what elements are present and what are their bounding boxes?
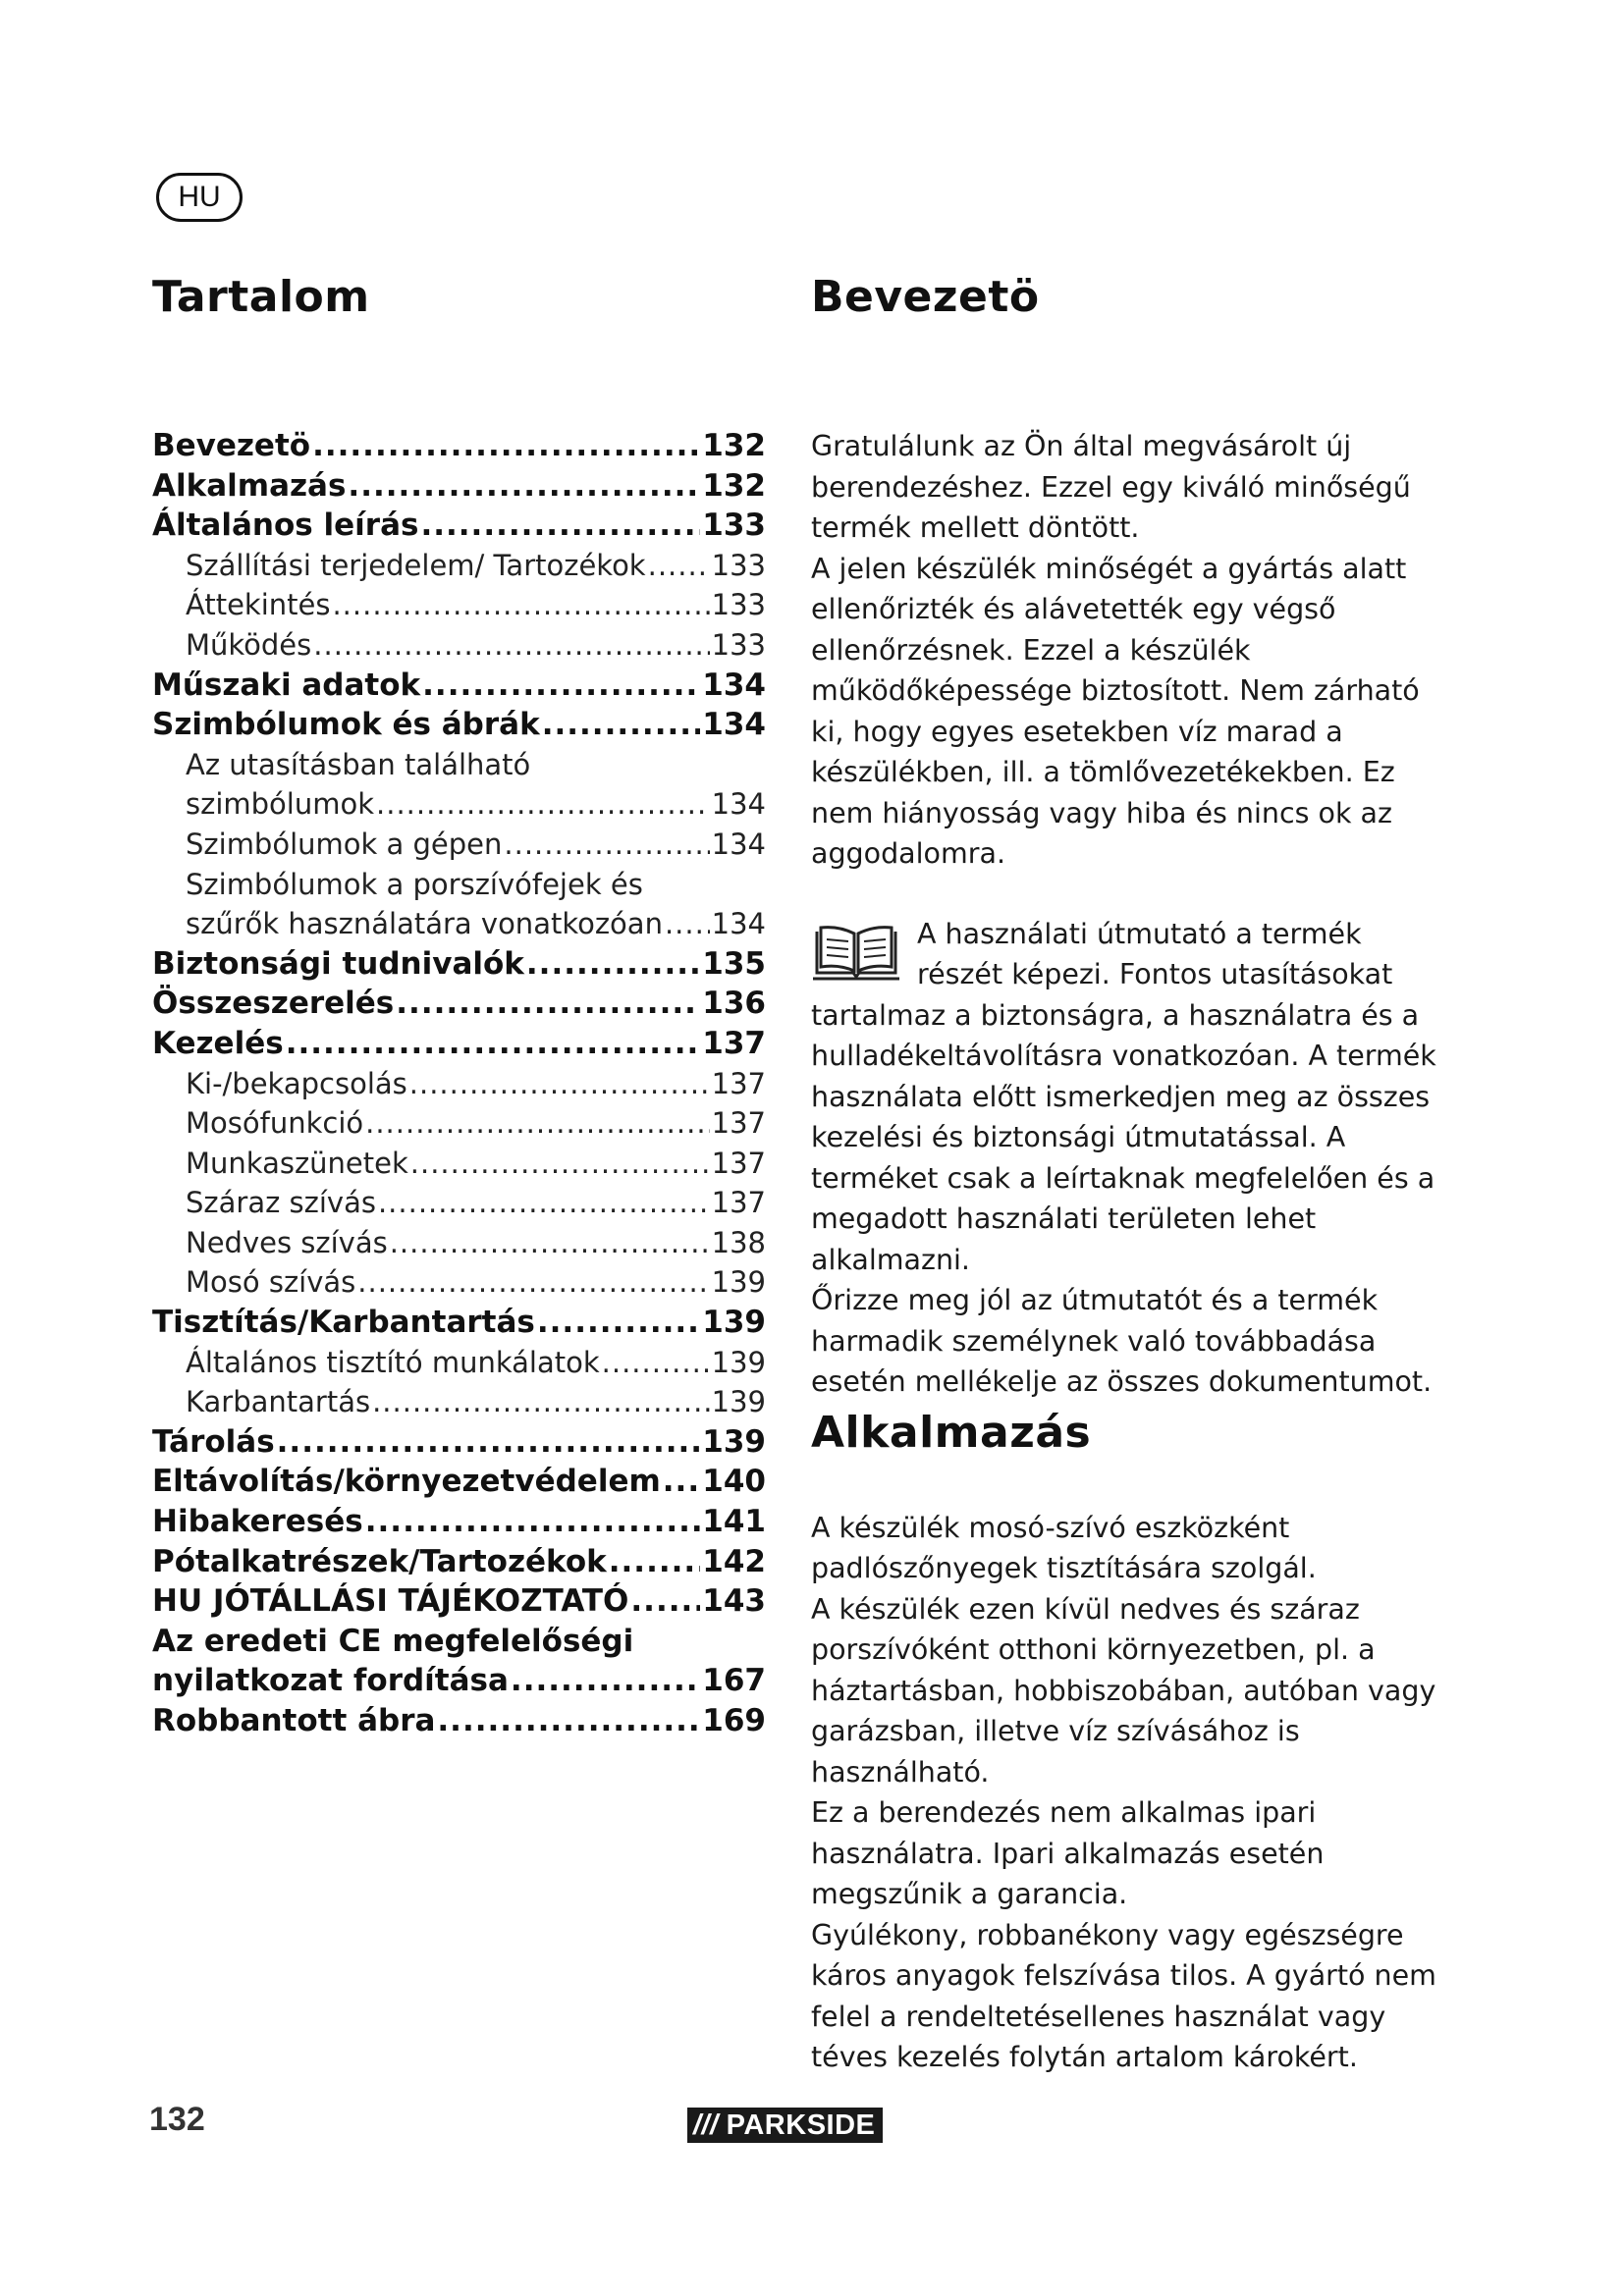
toc-entry-label: Hibakeresés (152, 1504, 363, 1540)
brand-logo (687, 2108, 883, 2143)
toc-page-number: 137 (711, 1146, 766, 1180)
toc-entry-label: Nedves szívás (186, 1225, 388, 1259)
toc-entry-label: Általános leírás (152, 507, 419, 544)
toc-leader-dots (357, 1262, 709, 1303)
toc-leader-dots (609, 1542, 701, 1582)
toc-entry-label: Alkalmazás (152, 467, 347, 504)
application-paragraph: Gyúlékony, robbanékony vagy egészségre káros anyagok felszívása tilos. A gyártó nem felel a rendeltetésellenes használat vagy téves kezelés folytán artalom károkért. (811, 1918, 1436, 2073)
toc-entry-label: Robbantott ábra (152, 1703, 436, 1738)
toc-entry[interactable] (152, 745, 766, 785)
toc-entry[interactable] (152, 1103, 766, 1144)
toc-leader-dots (511, 1661, 700, 1701)
toc-entry[interactable] (152, 1262, 766, 1303)
toc-entry-label: Eltávolítás/környezetvédelem (152, 1464, 661, 1500)
toc-page-number: 135 (702, 945, 766, 982)
toc-entry-label: Műszaki adatok (152, 667, 421, 703)
toc-page-number: 169 (702, 1703, 766, 1738)
toc-entry[interactable] (152, 585, 766, 625)
toc-entry[interactable] (152, 705, 766, 745)
toc-entry[interactable] (152, 1701, 766, 1741)
toc-entry-label: Szimbólumok és ábrák (152, 707, 540, 743)
toc-page-number: 137 (702, 1025, 766, 1061)
toc-entry[interactable] (152, 1502, 766, 1542)
toc-leader-dots (348, 466, 700, 507)
toc-entry-label: Mosófunkció (186, 1106, 364, 1141)
toc-page-number: 139 (711, 1385, 766, 1419)
toc-page-number: 139 (711, 1265, 766, 1300)
toc-leader-dots (312, 426, 700, 466)
note-paragraph: A használati útmutató a termék részét képezi. Fontos utasításokat tartalmaz a biztonságra, a használatra és a hulladékeltávolításra vonatkozóan. A termék használata előtt ismerkedjen meg az összes kezelési és biztonsági útmutatással. A terméket csak a leírtaknak megfelelően és a megadott használati területen lehet alkalmazni. (811, 917, 1436, 1276)
toc-leader-dots (422, 666, 700, 706)
toc-page-number: 132 (702, 428, 766, 463)
toc-entry-label: Pótalkatrészek/Tartozékok (152, 1543, 607, 1579)
toc-entry[interactable] (152, 865, 766, 905)
toc-leader-dots (537, 1303, 700, 1343)
toc-leader-dots (504, 825, 709, 865)
toc-leader-dots (409, 1064, 710, 1104)
application-paragraph: Ez a berendezés nem alkalmas ipari használatra. Ipari alkalmazás esetén megszűnik a garancia. (811, 1796, 1325, 1910)
toc-entry[interactable] (152, 1144, 766, 1184)
toc-entry-label: szimbólumok (186, 787, 375, 822)
toc-page-number: 137 (711, 1066, 766, 1100)
toc-entry[interactable] (152, 825, 766, 865)
language-badge: HU (156, 173, 243, 222)
content-column (811, 267, 1439, 2078)
toc-entry[interactable] (152, 1542, 766, 1582)
toc-page-number: 140 (702, 1464, 766, 1500)
toc-entry-label: Biztonsági tudnivalók (152, 945, 524, 982)
toc-entry[interactable] (152, 1581, 766, 1622)
toc-leader-dots (420, 506, 700, 546)
toc-entry[interactable] (152, 784, 766, 825)
toc-leader-dots (648, 546, 710, 586)
toc-entry[interactable] (152, 506, 766, 546)
toc-leader-dots (437, 1701, 700, 1741)
toc-entry-label: Karbantartás (186, 1385, 371, 1419)
toc-entry[interactable] (152, 1223, 766, 1263)
toc-leader-dots (630, 1581, 700, 1622)
toc-entry-label: Összeszerelés (152, 986, 395, 1022)
toc-entry[interactable] (152, 1303, 766, 1343)
toc-leader-dots (390, 1223, 710, 1263)
toc-entry-label: Munkaszünetek (186, 1146, 408, 1180)
toc-leader-dots (396, 984, 700, 1024)
toc-leader-dots (663, 1462, 701, 1502)
toc-leader-dots (542, 705, 701, 745)
toc-entry[interactable] (152, 1382, 766, 1422)
toc-page-number: 133 (711, 548, 766, 582)
toc-entry-label: Szimbólumok a gépen (186, 827, 503, 861)
toc-page-number: 134 (711, 827, 766, 861)
toc-entry[interactable] (152, 666, 766, 706)
toc-page-number: 133 (711, 627, 766, 662)
toc-entry-label: Általános tisztító munkálatok (186, 1345, 600, 1379)
toc-entry-label: nyilatkozat fordítása (152, 1663, 509, 1699)
toc-leader-dots (665, 904, 710, 944)
toc-page-number: 141 (702, 1504, 766, 1540)
note-paragraph: Őrizze meg jól az útmutatót és a termék harmadik személynek való továbbadása esetén mellékelje az összes dokumentumot. (811, 1284, 1433, 1398)
toc-title: Tartalom (152, 272, 370, 322)
toc-entry[interactable] (152, 1661, 766, 1701)
toc-page-number: 134 (702, 667, 766, 703)
brand-slashes: /// (693, 2109, 719, 2141)
toc-column (152, 267, 766, 1741)
brand-name: PARKSIDE (726, 2109, 876, 2141)
table-of-contents (152, 426, 766, 1741)
intro-title: Bevezetö (811, 272, 1040, 322)
toc-entry-label: Száraz szívás (186, 1186, 376, 1220)
application-text (811, 1508, 1439, 2078)
toc-entry[interactable] (152, 944, 766, 985)
toc-page-number: 136 (702, 986, 766, 1022)
toc-page-number: 139 (711, 1345, 766, 1379)
toc-entry[interactable] (152, 1064, 766, 1104)
toc-entry-label: Az eredeti CE megfelelőségi (152, 1623, 634, 1659)
toc-leader-dots (410, 1144, 710, 1184)
toc-page-number: 139 (702, 1305, 766, 1341)
toc-page-number: 133 (702, 507, 766, 544)
toc-leader-dots (526, 944, 700, 985)
toc-leader-dots (378, 1183, 710, 1223)
page-number: 132 (149, 2101, 205, 2138)
toc-leader-dots (286, 1024, 701, 1064)
intro-paragraph: A jelen készülék minőségét a gyártás alatt ellenőrizték és alávetették egy végső ellenőrzésnek. Ezzel a készülék működőképessége biztosított. Nem zárható ki, hogy egyes esetekben víz marad a készülékben, ill. a tömlővezetékekben. Ez nem hiányosság vagy hiba és nincs ok az aggodalomra. (811, 552, 1420, 870)
toc-entry[interactable] (152, 1024, 766, 1064)
toc-entry[interactable] (152, 426, 766, 466)
toc-leader-dots (372, 1382, 710, 1422)
toc-entry-label: HU JÓTÁLLÁSI TÁJÉKOZTATÓ (152, 1583, 629, 1620)
application-title: Alkalmazás (811, 1407, 1092, 1458)
application-paragraph: A készülék ezen kívül nedves és száraz porszívóként otthoni környezetben, pl. a háztartásban, hobbiszobában, autóban vagy garázsban, illetve víz szívásához is használható. (811, 1592, 1436, 1789)
toc-page-number: 143 (702, 1583, 766, 1620)
toc-page-number: 142 (702, 1543, 766, 1579)
toc-leader-dots (277, 1422, 701, 1463)
toc-entry[interactable] (152, 904, 766, 944)
toc-page-number: 137 (711, 1186, 766, 1220)
toc-page-number: 137 (711, 1106, 766, 1141)
manual-note (811, 914, 1439, 1403)
toc-entry[interactable] (152, 625, 766, 666)
toc-entry-label: Bevezetö (152, 428, 311, 463)
toc-entry-label: Szállítási terjedelem/ Tartozékok (186, 548, 646, 582)
toc-entry[interactable] (152, 546, 766, 586)
toc-page-number: 138 (711, 1225, 766, 1259)
toc-entry[interactable] (152, 1183, 766, 1223)
toc-page-number: 132 (702, 467, 766, 504)
toc-entry[interactable] (152, 1622, 766, 1662)
toc-entry[interactable] (152, 1462, 766, 1502)
intro-text (811, 426, 1439, 875)
toc-entry[interactable] (152, 1343, 766, 1383)
toc-entry[interactable] (152, 984, 766, 1024)
toc-entry-label: Az utasításban található (186, 747, 531, 781)
application-paragraph: A készülék mosó-szívó eszközként padlószőnyegek tisztítására szolgál. (811, 1511, 1317, 1584)
toc-entry-label: Kezelés (152, 1025, 284, 1061)
toc-entry-label: Működés (186, 627, 312, 662)
toc-entry-label: Tisztítás/Karbantartás (152, 1305, 535, 1341)
toc-entry-label: Mosó szívás (186, 1265, 356, 1300)
toc-leader-dots (602, 1343, 710, 1383)
toc-entry-label: Tárolás (152, 1423, 275, 1460)
toc-entry[interactable] (152, 1422, 766, 1463)
toc-leader-dots (332, 585, 709, 625)
toc-leader-dots (365, 1103, 710, 1144)
intro-paragraph: Gratulálunk az Ön által megvásárolt új berendezéshez. Ezzel egy kiváló minőségű termék mellett döntött. (811, 430, 1411, 544)
toc-entry-label: Szimbólumok a porszívófejek és (186, 867, 643, 901)
toc-entry-label: szűrők használatára vonatkozóan (186, 907, 663, 941)
toc-page-number: 134 (711, 787, 766, 822)
toc-page-number: 167 (702, 1663, 766, 1699)
toc-page-number: 134 (711, 907, 766, 941)
toc-entry-label: Áttekintés (186, 588, 331, 622)
toc-page-number: 134 (702, 707, 766, 743)
toc-entry-label: Ki-/bekapcsolás (186, 1066, 407, 1100)
toc-leader-dots (376, 784, 710, 825)
toc-page-number: 133 (711, 588, 766, 622)
toc-entry[interactable] (152, 466, 766, 507)
open-book-icon (811, 924, 901, 985)
toc-leader-dots (313, 625, 709, 666)
toc-page-number: 139 (702, 1423, 766, 1460)
toc-leader-dots (365, 1502, 701, 1542)
